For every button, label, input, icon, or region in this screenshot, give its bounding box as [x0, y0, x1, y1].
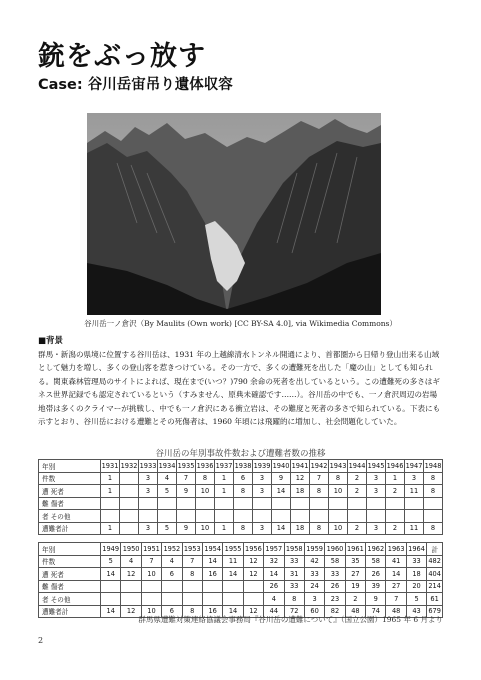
table-cell: 9 — [177, 522, 196, 535]
table-cell: 16 — [202, 605, 222, 618]
table-cell: 2 — [386, 485, 405, 498]
table-cell: 3 — [367, 522, 386, 535]
table-cell: 14 — [101, 568, 121, 581]
table-cell: 3 — [405, 472, 424, 485]
table-cell — [196, 510, 215, 523]
table-cell — [424, 510, 443, 523]
table-cell: 3 — [304, 593, 324, 606]
table-cell: 2 — [348, 472, 367, 485]
table-row — [39, 472, 443, 485]
table-cell: 39 — [366, 580, 386, 593]
table-cell: 10 — [141, 568, 161, 581]
table-cell: 7 — [141, 555, 161, 568]
mountain-photo-image — [87, 113, 381, 315]
table-cell: 26 — [264, 580, 284, 593]
table-cell: 33 — [304, 568, 324, 581]
table-cell: 14 — [264, 568, 284, 581]
row-label: 遭難者計 — [39, 522, 101, 535]
table-cell — [139, 497, 158, 510]
page-subtitle: Case: 谷川岳宙吊り遺体収容 — [38, 77, 233, 93]
table-cell — [139, 510, 158, 523]
table-row — [39, 568, 443, 581]
table-cell — [101, 510, 120, 523]
table-cell: 1 — [215, 485, 234, 498]
table-cell: 10 — [196, 485, 215, 498]
table-cell: 8 — [310, 485, 329, 498]
table-cell: 679 — [427, 605, 443, 618]
table-cell — [121, 593, 141, 606]
table-cell: 14 — [223, 605, 243, 618]
year-header-cell: 1963 — [386, 543, 406, 556]
year-header-cell: 1935 — [177, 460, 196, 473]
year-header-cell: 1950 — [121, 543, 141, 556]
table-cell: 4 — [121, 555, 141, 568]
table-cell: 1 — [101, 522, 120, 535]
table-cell — [329, 510, 348, 523]
table-cell: 6 — [162, 605, 182, 618]
table-cell — [310, 510, 329, 523]
table-cell: 48 — [386, 605, 406, 618]
table-cell: 3 — [253, 485, 272, 498]
table-cell: 1 — [215, 472, 234, 485]
table-cell — [291, 497, 310, 510]
table-cell: 6 — [162, 568, 182, 581]
table-cell: 3 — [139, 472, 158, 485]
table-cell: 11 — [405, 522, 424, 535]
table-cell: 5 — [158, 522, 177, 535]
table-cell — [386, 497, 405, 510]
table-cell: 61 — [427, 593, 443, 606]
table-row — [39, 555, 443, 568]
table-cell — [120, 510, 139, 523]
table-cell — [162, 593, 182, 606]
table-cell: 7 — [177, 472, 196, 485]
year-header-cell: 1956 — [243, 543, 263, 556]
year-header-cell: 1938 — [234, 460, 253, 473]
year-header-cell: 1959 — [304, 543, 324, 556]
table-cell: 10 — [329, 522, 348, 535]
year-header-cell: 1952 — [162, 543, 182, 556]
table-cell: 2 — [348, 485, 367, 498]
table-cell: 33 — [284, 555, 304, 568]
table-cell: 32 — [264, 555, 284, 568]
table-cell: 19 — [345, 580, 365, 593]
table-cell: 8 — [329, 472, 348, 485]
table-cell: 10 — [141, 605, 161, 618]
table-cell: 9 — [272, 472, 291, 485]
table-cell: 2 — [386, 522, 405, 535]
table-cell: 43 — [406, 605, 426, 618]
table-cell — [120, 472, 139, 485]
table-cell: 14 — [386, 568, 406, 581]
year-header-cell: 1939 — [253, 460, 272, 473]
table-cell — [405, 510, 424, 523]
table-cell — [215, 510, 234, 523]
table-cell: 74 — [366, 605, 386, 618]
year-header-cell: 1945 — [367, 460, 386, 473]
table-cell — [424, 497, 443, 510]
table-cell: 14 — [272, 485, 291, 498]
row-label: 遭 死者 — [39, 568, 101, 581]
table-cell: 7 — [182, 555, 202, 568]
table-cell: 23 — [325, 593, 345, 606]
table-cell — [243, 593, 263, 606]
table-cell: 27 — [386, 580, 406, 593]
table-cell — [253, 497, 272, 510]
table-cell — [141, 593, 161, 606]
year-header-cell: 1941 — [291, 460, 310, 473]
table-cell: 11 — [223, 555, 243, 568]
table-cell — [367, 510, 386, 523]
table-cell: 9 — [177, 485, 196, 498]
year-header-cell: 1948 — [424, 460, 443, 473]
year-header-cell: 1944 — [348, 460, 367, 473]
row-label: 者 その他 — [39, 593, 101, 606]
row-label: 件数 — [39, 472, 101, 485]
year-header-cell: 1958 — [284, 543, 304, 556]
table-cell: 14 — [202, 555, 222, 568]
table-cell: 3 — [367, 485, 386, 498]
table-cell — [272, 497, 291, 510]
table-cell: 8 — [234, 522, 253, 535]
table-header-row — [39, 460, 443, 473]
year-header-cell: 1947 — [405, 460, 424, 473]
table-cell: 8 — [424, 472, 443, 485]
table-cell: 5 — [101, 555, 121, 568]
year-header-cell: 1943 — [329, 460, 348, 473]
table-cell — [121, 580, 141, 593]
table-cell: 12 — [243, 605, 263, 618]
table-cell — [310, 497, 329, 510]
table-cell — [234, 497, 253, 510]
year-header-cell: 1951 — [141, 543, 161, 556]
table-cell — [120, 497, 139, 510]
table-cell — [272, 510, 291, 523]
accident-table-1949-1964 — [38, 542, 443, 618]
table-cell: 31 — [284, 568, 304, 581]
table-cell: 482 — [427, 555, 443, 568]
table-cell: 10 — [196, 522, 215, 535]
table-cell: 18 — [291, 485, 310, 498]
table-cell — [120, 522, 139, 535]
table-cell — [243, 580, 263, 593]
row-label: 難 傷者 — [39, 497, 101, 510]
year-header-cell: 1933 — [139, 460, 158, 473]
table-cell: 8 — [182, 605, 202, 618]
table-cell: 3 — [253, 472, 272, 485]
table-cell: 82 — [325, 605, 345, 618]
table-cell: 11 — [405, 485, 424, 498]
table-cell — [177, 510, 196, 523]
table-cell — [223, 593, 243, 606]
table-cell: 4 — [264, 593, 284, 606]
table-cell — [101, 580, 121, 593]
table-cell: 33 — [284, 580, 304, 593]
mountain-photo — [87, 113, 381, 315]
table-cell: 12 — [243, 568, 263, 581]
table-cell: 214 — [427, 580, 443, 593]
table-cell: 3 — [253, 522, 272, 535]
table-cell — [348, 510, 367, 523]
table-cell: 2 — [348, 522, 367, 535]
year-header-cell: 1937 — [215, 460, 234, 473]
page-number: 2 — [38, 636, 44, 645]
table-cell: 8 — [424, 522, 443, 535]
table-cell: 5 — [158, 485, 177, 498]
table-cell: 8 — [182, 568, 202, 581]
row-label: 者 その他 — [39, 510, 101, 523]
table-cell: 1 — [101, 485, 120, 498]
year-header-cell: 1961 — [345, 543, 365, 556]
year-header-cell: 計 — [427, 543, 443, 556]
table-cell: 3 — [139, 522, 158, 535]
table-cell — [162, 580, 182, 593]
table-cell — [120, 485, 139, 498]
year-header-cell: 1936 — [196, 460, 215, 473]
table-cell: 14 — [101, 605, 121, 618]
table-cell: 9 — [366, 593, 386, 606]
source-note: 群馬県遭難対策連絡協議会事務局『谷川岳の遭難について』（国立公園）1965 年 6 月より — [138, 615, 443, 624]
year-header-cell: 1931 — [101, 460, 120, 473]
table-cell: 2 — [345, 593, 365, 606]
year-header-cell: 1953 — [182, 543, 202, 556]
table-cell: 6 — [234, 472, 253, 485]
table-cell — [223, 580, 243, 593]
table-cell: 26 — [325, 580, 345, 593]
table-cell: 1 — [215, 522, 234, 535]
table-cell — [234, 510, 253, 523]
year-header-cell: 1957 — [264, 543, 284, 556]
table-cell: 7 — [310, 472, 329, 485]
table-cell: 18 — [291, 522, 310, 535]
year-header-cell: 1934 — [158, 460, 177, 473]
table-cell: 12 — [121, 568, 141, 581]
table-row — [39, 522, 443, 535]
table-row — [39, 593, 443, 606]
table-cell: 58 — [366, 555, 386, 568]
table-row — [39, 580, 443, 593]
table-cell: 42 — [304, 555, 324, 568]
table-cell — [101, 593, 121, 606]
body-text — [38, 348, 442, 428]
row-label: 遭 死者 — [39, 485, 101, 498]
row-label: 遭難者計 — [39, 605, 101, 618]
table-cell — [101, 497, 120, 510]
table-cell — [253, 510, 272, 523]
year-header-cell: 1946 — [386, 460, 405, 473]
table-cell: 1 — [101, 472, 120, 485]
table-cell: 44 — [264, 605, 284, 618]
table-cell: 10 — [329, 485, 348, 498]
year-header-cell: 1954 — [202, 543, 222, 556]
table-cell: 14 — [223, 568, 243, 581]
table-cell: 1 — [386, 472, 405, 485]
table-cell — [196, 497, 215, 510]
year-header-cell: 1940 — [272, 460, 291, 473]
table-cell: 12 — [121, 605, 141, 618]
year-header-cell: 1962 — [366, 543, 386, 556]
accident-table-1931-1948 — [38, 459, 443, 535]
table-cell: 26 — [366, 568, 386, 581]
table-header-row — [39, 543, 443, 556]
table-cell: 48 — [345, 605, 365, 618]
table-cell: 8 — [234, 485, 253, 498]
photo-caption: 谷川岳一ノ倉沢（By Maulits (Own work) [CC BY-SA 4.0], via Wikimedia Commons） — [84, 319, 397, 328]
table-cell: 12 — [291, 472, 310, 485]
year-header-cell: 1942 — [310, 460, 329, 473]
table-cell — [158, 497, 177, 510]
page-title: 銃をぶっ放す — [38, 41, 206, 72]
table-cell — [158, 510, 177, 523]
table-cell: 18 — [406, 568, 426, 581]
body-paragraph: 群馬・新潟の県境に位置する谷川岳は、1931 年の上越線清水トンネル開通により、首都圏から日帰り登山出来る山域として魅力を増し、多くの登山客を惹きつけている。その一方で、多くの遭難死を出した「魔の山」としても知られる。関東森林管理局のサイトによれば、現在まで(いつ？)790 余命の死者を出しているという。この遭難死の多さはギネス世界記録でも認定されているという（すみません、原典未確認です……）。谷川岳の中でも、一ノ倉沢周辺の岩場地帯は多くのクライマーが挑戦し、中でも一ノ倉沢にある衝立岩は、その難度と死者の多さで知られている。下表にも示すとおり、谷川岳における遭難とその死傷者は、1960 年頃には飛躍的に増加し、社会問題化していた。 — [38, 350, 441, 427]
table-cell — [215, 497, 234, 510]
table-cell: 4 — [158, 472, 177, 485]
table-cell: 3 — [139, 485, 158, 498]
table-cell: 8 — [424, 485, 443, 498]
table-cell — [202, 593, 222, 606]
table-cell: 3 — [367, 472, 386, 485]
table-cell — [348, 497, 367, 510]
table-cell: 5 — [406, 593, 426, 606]
table-cell: 20 — [406, 580, 426, 593]
table-cell: 24 — [304, 580, 324, 593]
table-cell: 12 — [243, 555, 263, 568]
table-cell: 7 — [386, 593, 406, 606]
table-cell: 14 — [272, 522, 291, 535]
table-row — [39, 485, 443, 498]
row-label: 難 傷者 — [39, 580, 101, 593]
table-cell — [329, 497, 348, 510]
table-cell: 33 — [325, 568, 345, 581]
table-cell — [202, 580, 222, 593]
table-header-label: 年別 — [39, 543, 101, 556]
table-cell: 72 — [284, 605, 304, 618]
table-cell: 4 — [162, 555, 182, 568]
table-cell: 404 — [427, 568, 443, 581]
table-cell: 58 — [325, 555, 345, 568]
table-cell — [291, 510, 310, 523]
table-cell: 33 — [406, 555, 426, 568]
table-row — [39, 497, 443, 510]
table-cell — [386, 510, 405, 523]
row-label: 件数 — [39, 555, 101, 568]
year-header-cell: 1964 — [406, 543, 426, 556]
table-cell — [141, 580, 161, 593]
table-cell — [182, 593, 202, 606]
table-cell: 27 — [345, 568, 365, 581]
table-cell: 41 — [386, 555, 406, 568]
table-cell: 60 — [304, 605, 324, 618]
table-cell: 8 — [310, 522, 329, 535]
table-cell: 8 — [196, 472, 215, 485]
year-header-cell: 1932 — [120, 460, 139, 473]
table-cell — [405, 497, 424, 510]
table-header-label: 年別 — [39, 460, 101, 473]
year-header-cell: 1960 — [325, 543, 345, 556]
table-cell — [182, 580, 202, 593]
table-cell — [177, 497, 196, 510]
table-cell: 35 — [345, 555, 365, 568]
table-cell — [367, 497, 386, 510]
section-heading: ■背景 — [38, 336, 64, 346]
table-cell: 16 — [202, 568, 222, 581]
year-header-cell: 1955 — [223, 543, 243, 556]
table-cell: 8 — [284, 593, 304, 606]
table-row — [39, 510, 443, 523]
year-header-cell: 1949 — [101, 543, 121, 556]
table-title: 谷川岳の年別事故件数および遭難者数の推移 — [155, 449, 326, 459]
